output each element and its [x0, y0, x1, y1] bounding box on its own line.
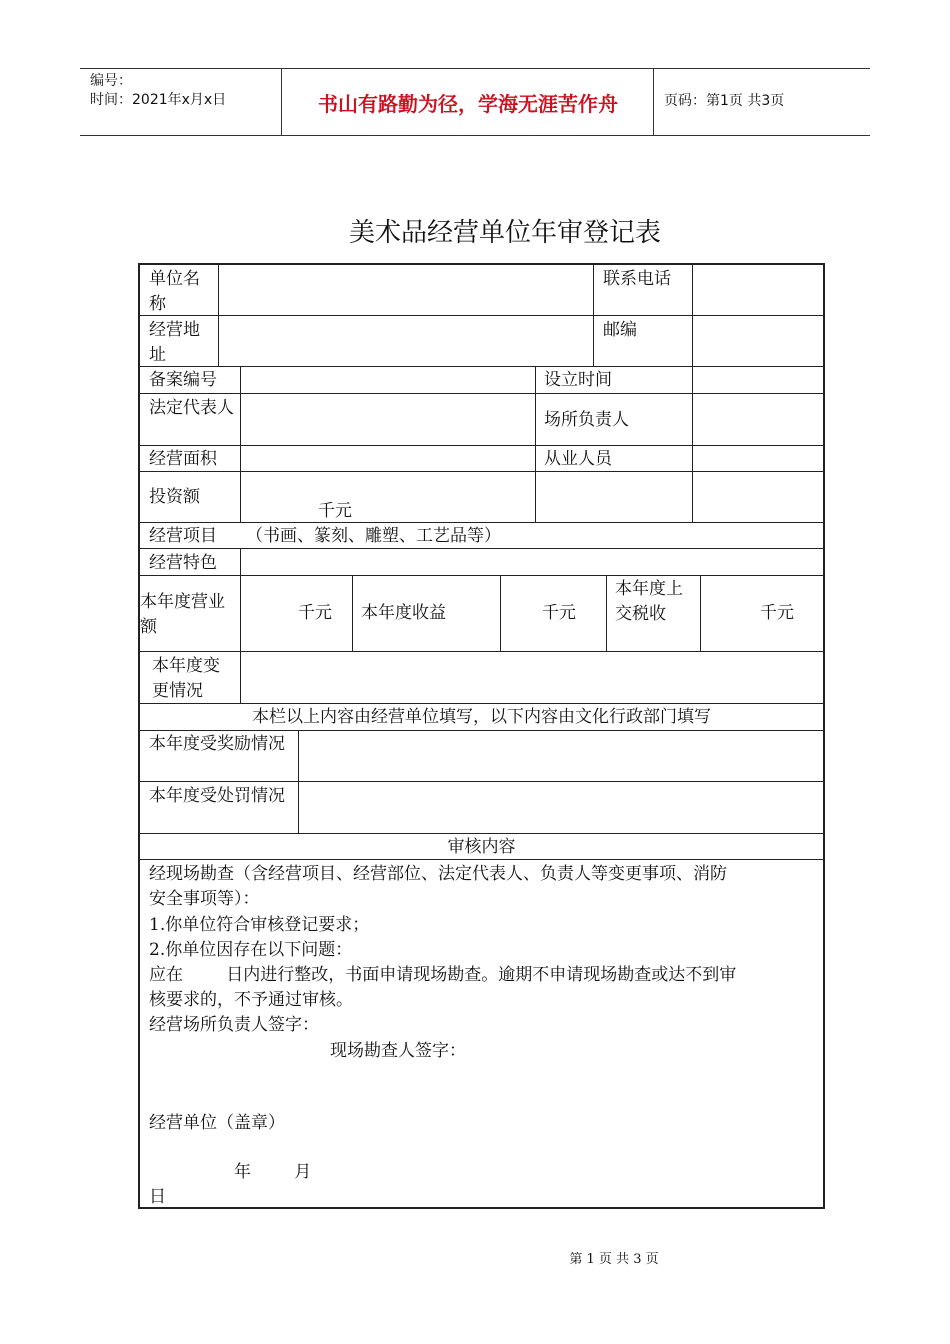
items-hint: （书画、篆刻、雕塑、工艺品等）	[246, 526, 501, 546]
header-meta	[90, 72, 226, 110]
col-line	[700, 575, 701, 651]
row-line	[140, 471, 823, 472]
header-page-info: 页码：第1页 共3页	[664, 93, 785, 109]
row-line	[140, 393, 823, 394]
col-line	[218, 265, 219, 366]
label-setup-time: 设立时间	[544, 370, 612, 390]
row-line	[140, 833, 823, 834]
review-line-2: 安全事项等）：	[149, 889, 260, 909]
tax-unit: 千元	[760, 603, 794, 623]
label-investment: 投资额	[149, 487, 200, 507]
page-footer: 第 1 页 共 3 页	[569, 1252, 659, 1267]
col-line	[240, 366, 241, 522]
col-line	[535, 366, 536, 522]
label-address: 经营地址	[149, 320, 200, 365]
label-changes: 本年度变更情况	[152, 656, 220, 701]
manager-signature-label: 经营场所负责人签字：	[149, 1015, 319, 1035]
seal-label: 经营单位（盖章）	[149, 1113, 285, 1133]
col-line	[606, 575, 607, 651]
label-revenue: 本年度营业额	[140, 592, 225, 637]
label-area: 经营面积	[149, 449, 217, 469]
review-line-4: 2.你单位因存在以下问题：	[149, 940, 353, 960]
header-divider-right	[653, 68, 654, 136]
profit-unit: 千元	[542, 603, 576, 623]
review-line-5: 应在 日内进行整改，书面申请现场勘查。逾期不申请现场勘查或达不到审	[149, 965, 737, 985]
date-year-month: 年 月	[234, 1162, 312, 1182]
time-label: 时间：2021年x月x日	[90, 92, 227, 108]
label-site-manager: 场所负责人	[544, 410, 629, 430]
inspector-signature-label: 现场勘查人签字：	[330, 1041, 466, 1061]
label-postcode: 邮编	[603, 320, 637, 340]
row-line	[140, 575, 823, 576]
label-features: 经营特色	[149, 553, 217, 573]
header-motto: 书山有路勤为径，学海无涯苦作舟	[318, 91, 618, 116]
label-awards: 本年度受奖励情况	[149, 734, 285, 754]
row-line	[140, 315, 823, 316]
registration-form	[138, 263, 825, 1209]
number-label: 编号：	[90, 73, 132, 89]
row-line	[140, 445, 823, 446]
col-line	[352, 575, 353, 651]
investment-unit: 千元	[318, 501, 352, 521]
review-line-1: 经现场勘查（含经营项目、经营部位、法定代表人、负责人等变更事项、消防	[149, 864, 727, 884]
row-line	[140, 366, 823, 367]
label-items: 经营项目	[149, 526, 217, 546]
label-legal-rep: 法定代表人	[149, 398, 234, 418]
label-staff: 从业人员	[544, 449, 612, 469]
revenue-unit: 千元	[298, 603, 332, 623]
row-line	[140, 522, 823, 523]
label-profit: 本年度收益	[361, 603, 446, 623]
row-line	[140, 651, 823, 652]
col-line	[298, 730, 299, 833]
col-line	[692, 265, 693, 522]
page-title: 美术品经营单位年审登记表	[348, 218, 661, 248]
review-line-3: 1.你单位符合审核登记要求；	[149, 915, 370, 935]
review-header: 审核内容	[447, 837, 516, 857]
row-line	[140, 703, 823, 704]
divider-note: 本栏以上内容由经营单位填写，以下内容由文化行政部门填写	[252, 707, 711, 727]
label-tax: 本年度上交税收	[615, 579, 683, 624]
col-line	[593, 265, 594, 366]
label-phone: 联系电话	[603, 269, 671, 289]
col-line	[500, 575, 501, 651]
row-line	[140, 781, 823, 782]
header-divider-left	[281, 68, 282, 136]
col-line	[240, 548, 241, 575]
label-unit-name: 单位名称	[149, 269, 200, 314]
label-penalties: 本年度受处罚情况	[149, 786, 285, 806]
label-record-no: 备案编号	[149, 370, 217, 390]
col-line	[240, 575, 241, 703]
date-day: 日	[149, 1187, 166, 1207]
row-line	[140, 730, 823, 731]
review-line-6: 核要求的，不予通过审核。	[149, 990, 353, 1010]
